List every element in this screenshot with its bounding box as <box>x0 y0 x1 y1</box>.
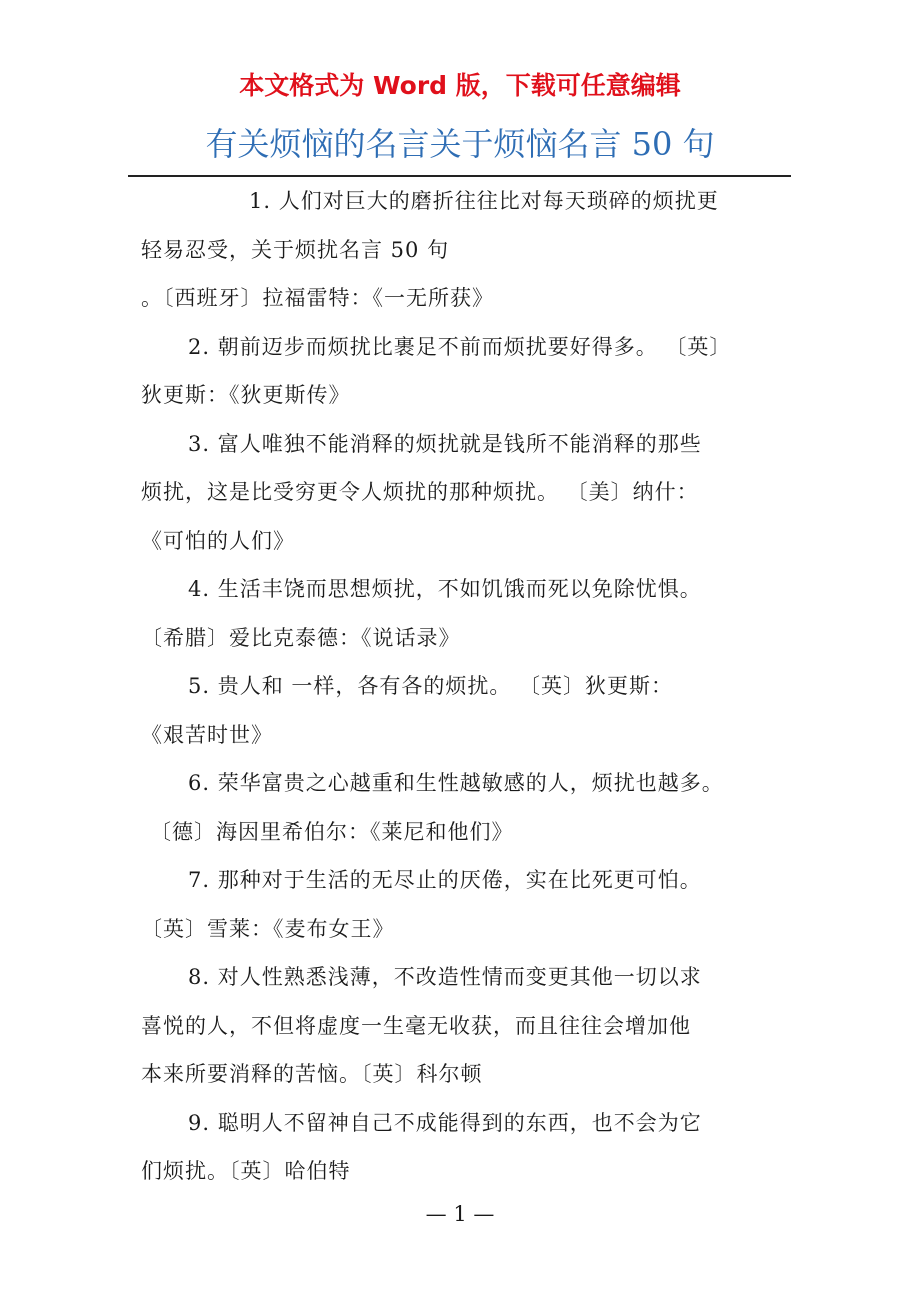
quote-7-line-2: 〔英〕雪莱：《麦布女王》 <box>141 916 395 941</box>
quote-9-line-2: 们烦扰。〔英〕哈伯特 <box>141 1159 351 1183</box>
quote-8-line-2: 喜悦的人，不但将虚度一生毫无收获，而且往往会增加他 <box>141 1013 691 1038</box>
quote-8-line-3: 本来所要消释的苦恼。〔英〕科尔顿 <box>141 1062 483 1086</box>
quote-8-line-1: 8. 对人性熟悉浅薄，不改造性情而变更其他一切以求 <box>188 965 702 989</box>
quote-6-line-2: 〔德〕海因里希伯尔：《莱尼和他们》 <box>150 819 514 844</box>
quote-3-line-2: 烦扰，这是比受穷更令人烦扰的那种烦扰。 〔美〕纳什： <box>141 480 699 504</box>
page-title: 有关烦恼的名言关于烦恼名言 50 句 <box>205 125 715 163</box>
quote-6-line-1: 6. 荣华富贵之心越重和生性越敏感的人，烦扰也越多。 <box>188 771 724 795</box>
quote-3-line-3: 《可怕的人们》 <box>141 528 295 553</box>
quote-9-line-1: 9. 聪明人不留神自己不成能得到的东西，也不会为它 <box>188 1110 702 1135</box>
document-body <box>141 177 781 1196</box>
quote-5-line-2: 《艰苦时世》 <box>141 722 273 747</box>
quote-5-line-1: 5. 贵人和 一样，各有各的烦扰。 〔英〕狄更斯： <box>188 674 674 698</box>
quote-3-line-1: 3. 富人唯独不能消释的烦扰就是钱所不能消释的那些 <box>188 431 702 456</box>
quote-2-line-1: 2. 朝前迈步而烦扰比裹足不前而烦扰要好得多。 〔英〕 <box>188 334 732 359</box>
quote-1-line-3: 。〔西班牙〕拉福雷特：《一无所获》 <box>141 286 494 310</box>
quote-2-line-2: 狄更斯：《狄更斯传》 <box>141 383 351 407</box>
page-number: — 1 — <box>425 1202 495 1226</box>
quote-1-line-2: 轻易忍受，关于烦扰名言 50 句 <box>141 237 450 262</box>
quote-7-line-1: 7. 那种对于生活的无尽止的厌倦，实在比死更可怕。 <box>188 868 702 892</box>
quote-4-line-2: 〔希腊〕爱比克泰德：《说话录》 <box>141 625 461 650</box>
quote-4-line-1: 4. 生活丰饶而思想烦扰，不如饥饿而死以免除忧惧。 <box>188 577 702 601</box>
download-notice-banner: 本文格式为 Word 版，下载可任意编辑 <box>239 71 681 100</box>
quote-1-line-1: 1. 人们对巨大的磨折往往比对每天琐碎的烦扰更 <box>249 189 719 213</box>
